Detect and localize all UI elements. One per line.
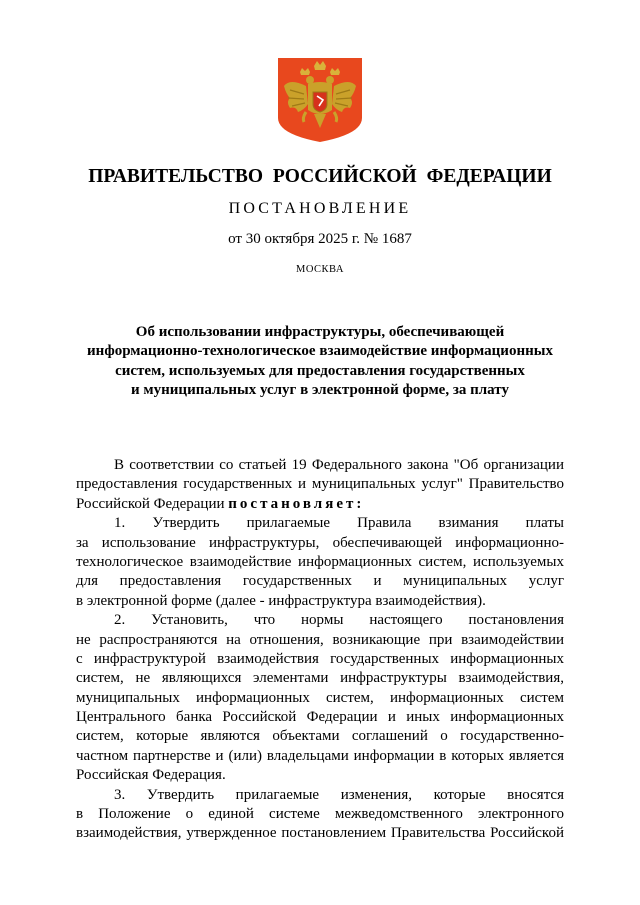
item2-line: с инфраструктурой взаимодействия государственных информационных [76,650,564,667]
item3-line: 3. Утвердить прилагаемые изменения, которые вносятся [114,786,564,803]
preamble-line: В соответствии со статьей 19 Федерального закона "Об организации [114,457,564,473]
item2-line: частном партнерстве и (или) владельцами информации в которых является [76,747,564,764]
government-name: ПРАВИТЕЛЬСТВО РОССИЙСКОЙ ФЕДЕРАЦИИ [88,166,552,187]
item1-line: технологическое взаимодействие информационных систем, используемых [76,553,564,570]
item2-line: Центрального банка Российской Федерации и иных информационных [76,709,564,726]
item2-line: муниципальных информационных систем, информационных систем [76,689,564,706]
item2-line: не распространяются на отношения, возникающие при взаимодействии [76,631,564,648]
item2-line: 2. Установить, что нормы настоящего постановления [114,612,564,629]
item1-line: 1. Утвердить прилагаемые Правила взимания платы [114,515,564,532]
document-city: МОСКВА [296,264,344,275]
item1-line: за использование инфраструктуры, обеспечивающей информационно- [76,534,564,551]
item3-line: в Положение о единой системе межведомственного электронного [76,806,564,823]
item2-line: систем, не являющихся элементами инфраструктуры взаимодействия, [76,670,564,687]
item1-line: для предоставления государственных и муниципальных услуг [76,573,564,590]
heading-line: и муниципальных услуг в электронной форме, за плату [131,382,509,399]
item2-line: Российская Федерация. [76,767,226,784]
item1-line: в электронной форме (далее - инфраструктура взаимодействия). [76,592,486,609]
decree-word: постановляет: [228,495,365,512]
document-type: ПОСТАНОВЛЕНИЕ [228,200,412,217]
heading-line: Об использовании инфраструктуры, обеспечивающей [135,324,505,340]
heading-line: информационно-технологическое взаимодействие информационных [87,343,553,360]
preamble-line [76,495,564,514]
document-body [76,456,564,844]
document-heading [0,323,640,401]
item3-line: взаимодействия, утвержденное постановлением Правительства Российской [76,825,564,842]
coat-of-arms-emblem [276,56,364,144]
preamble-line: предоставления государственных и муниципальных услуг" Правительство [76,476,564,493]
item2-line: систем, которые являются объектами соглашений о государственно- [76,728,564,745]
document-date-number: от 30 октября 2025 г. № 1687 [228,231,412,247]
russian-coat-of-arms-icon [276,56,364,144]
preamble-prefix: Российской Федерации [76,495,229,512]
heading-line: систем, используемых для предоставления государственных [115,362,525,379]
